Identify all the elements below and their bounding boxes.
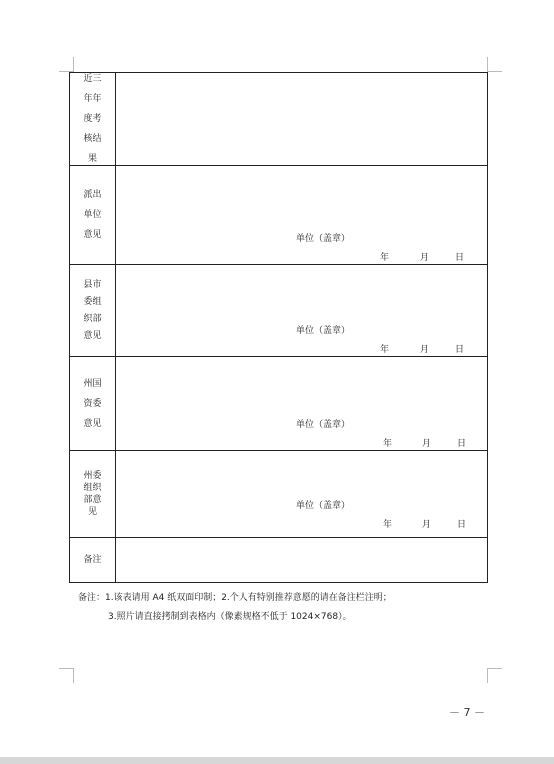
- row-label: 派出单位意见: [83, 190, 102, 240]
- date-month: 月: [420, 253, 430, 263]
- table-row-dispatch-unit: [70, 166, 487, 265]
- table-row-prefecture-org-dept: [70, 451, 487, 538]
- date-day: 日: [457, 439, 467, 449]
- row-label: 近三年年度考核结果: [83, 74, 102, 164]
- date-month: 月: [422, 520, 432, 530]
- seal-text: 单位（盖章）: [296, 326, 351, 336]
- table-row-county-org-dept: [70, 265, 487, 357]
- row-label: 备注: [83, 555, 102, 565]
- row-label: 州国资委意见: [83, 378, 102, 429]
- crop-mark-bottom-right: [487, 668, 502, 683]
- row-label-cell: [70, 357, 116, 450]
- date-year: 年: [383, 439, 393, 449]
- footnote-line-1: 备注：1.该表请用 A4 纸双面印制；2.个人有特别推荐意愿的请在备注栏注明；: [78, 593, 392, 603]
- crop-mark-bottom-left: [59, 668, 74, 683]
- row-label: 州委组织部意见: [83, 471, 102, 517]
- date-day: 日: [455, 253, 465, 263]
- page-number: － 7 －: [449, 706, 485, 719]
- row-label-cell: [70, 166, 116, 264]
- form-table: [69, 72, 488, 583]
- row-label-cell: [70, 265, 116, 356]
- crop-mark-top-right: [487, 57, 502, 72]
- row-label: 县市委组织部意见: [83, 279, 102, 341]
- table-row-remarks: [70, 538, 487, 582]
- seal-text: 单位（盖章）: [296, 234, 351, 244]
- date-day: 日: [455, 345, 465, 355]
- seal-text: 单位（盖章）: [296, 501, 351, 511]
- date-year: 年: [380, 253, 390, 263]
- date-year: 年: [383, 520, 393, 530]
- date-month: 月: [422, 439, 432, 449]
- page-bottom-edge: [0, 757, 554, 764]
- date-day: 日: [457, 520, 467, 530]
- row-label-cell: [70, 73, 116, 165]
- row-label-cell: [70, 451, 116, 537]
- crop-mark-top-left: [59, 57, 74, 72]
- footnote-line-2: 3.照片请直接拷制到表格内（像素规格不低于 1024×768）。: [108, 612, 352, 622]
- row-label-cell: [70, 538, 116, 582]
- seal-text: 单位（盖章）: [296, 420, 351, 430]
- date-month: 月: [420, 345, 430, 355]
- table-row-assessment: [70, 73, 487, 166]
- date-year: 年: [380, 345, 390, 355]
- table-row-state-assets-committee: [70, 357, 487, 451]
